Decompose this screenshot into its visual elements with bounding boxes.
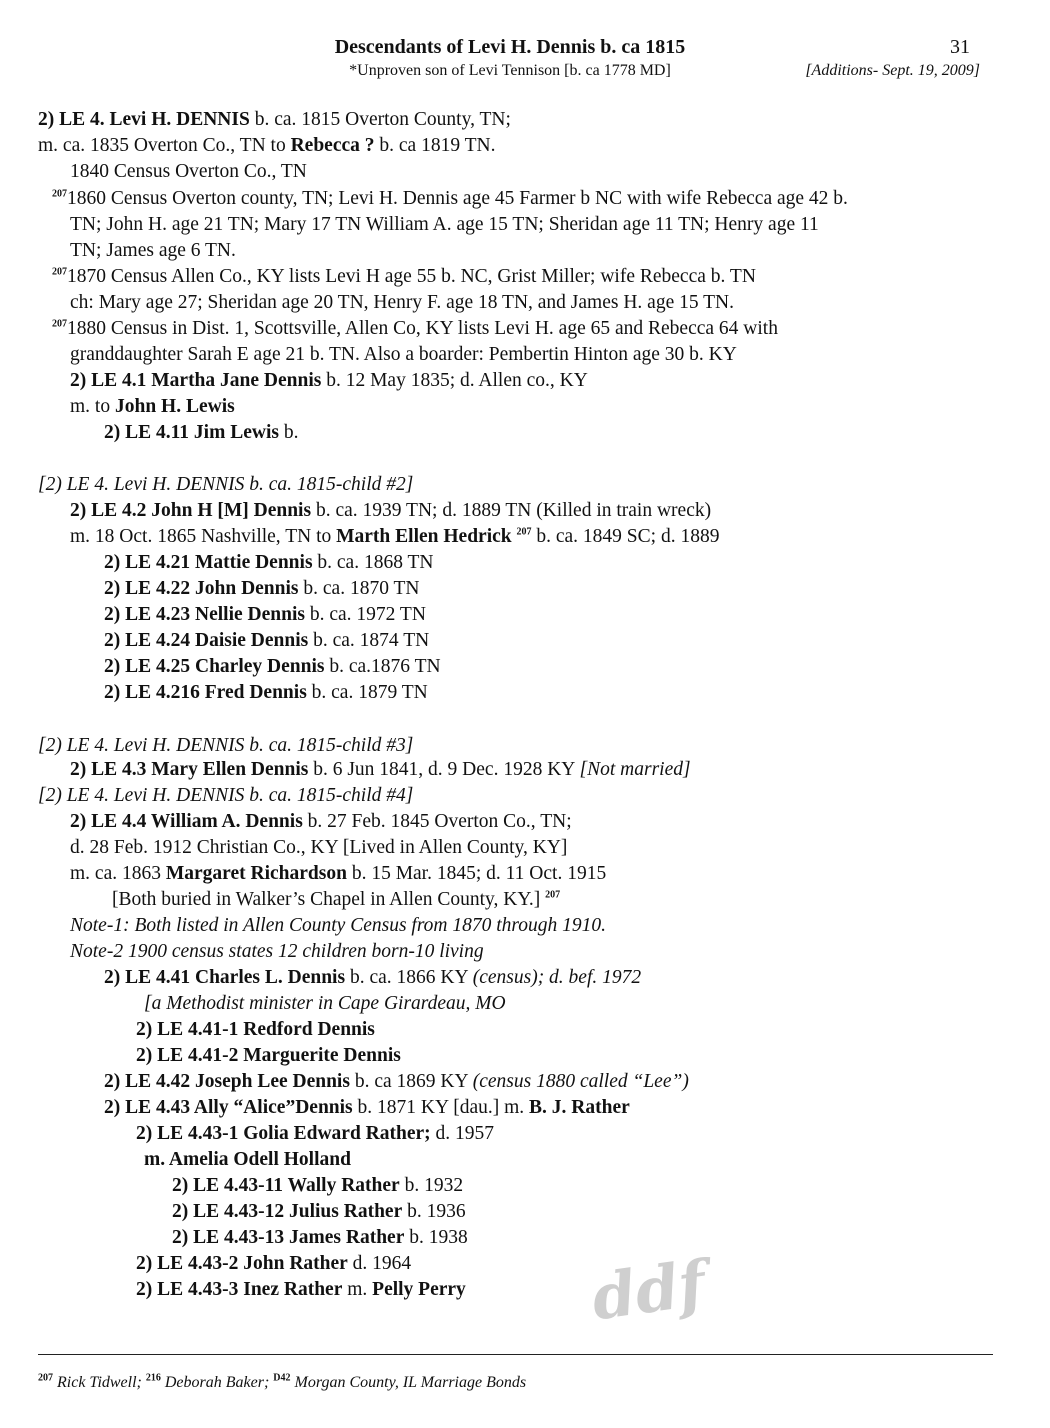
line-fragment: m. to	[70, 396, 115, 417]
line-fragment: 1870 Census Allen Co., KY lists Levi H age 55 b. NC, Grist Miller; wife Rebecca b. TN	[67, 266, 756, 287]
line-fragment: 2) LE 4.41 Charles L. Dennis	[104, 967, 346, 988]
line-fragment: 2) LE 4.43 Ally “Alice”Dennis	[104, 1097, 353, 1118]
line-fragment: b. 1938	[404, 1227, 468, 1248]
line-fragment: 2) LE 4.42 Joseph Lee Dennis	[104, 1071, 350, 1092]
line-fragment: b. 1936	[402, 1201, 466, 1222]
line-fragment: [Not married]	[579, 759, 691, 780]
source-ref: 207	[52, 188, 67, 200]
text-line	[52, 317, 778, 341]
line-fragment: d. 1964	[347, 1253, 412, 1274]
text-line	[104, 681, 428, 705]
line-fragment: 2) LE 4. Levi H. DENNIS	[38, 109, 250, 130]
line-fragment: b. ca.1876 TN	[324, 656, 441, 677]
line-fragment: 2) LE 4.1 Martha Jane Dennis	[70, 370, 322, 391]
footnote-text: Rick Tidwell;	[53, 1374, 146, 1391]
text-line	[104, 1096, 630, 1120]
text-line	[70, 914, 606, 938]
line-fragment: 2) LE 4.43-1 Golia Edward Rather;	[136, 1123, 431, 1144]
text-line	[144, 992, 506, 1016]
line-fragment: 2) LE 4.43-12 Julius Rather	[172, 1201, 403, 1222]
line-fragment: (census); d. bef. 1972	[472, 967, 642, 988]
line-fragment: [a Methodist minister in Cape Girardeau, MO	[144, 993, 506, 1014]
text-line	[104, 966, 641, 990]
line-fragment: b. 1932	[399, 1175, 464, 1196]
text-line	[70, 940, 484, 964]
source-ref: 207	[545, 889, 561, 901]
line-fragment: b. ca. 1849 SC; d. 1889	[531, 526, 720, 547]
line-fragment: 2) LE 4.41-1 Redford Dennis	[136, 1019, 375, 1040]
text-line	[70, 499, 711, 523]
text-line	[70, 758, 691, 782]
line-fragment: b. ca. 1870 TN	[298, 578, 420, 599]
text-line	[70, 862, 606, 886]
line-fragment: 1840 Census Overton Co., TN	[70, 161, 307, 182]
text-line	[70, 525, 719, 549]
line-fragment: granddaughter Sarah E age 21 b. TN. Also a boarder: Pembertin Hinton age 30 b. KY	[70, 344, 737, 365]
line-fragment: b. ca. 1874 TN	[308, 630, 430, 651]
line-fragment: Note-2 1900 census states 12 children born-10 living	[70, 941, 484, 962]
line-fragment: m. ca. 1835 Overton Co., TN to	[38, 135, 291, 156]
footnote-text: Morgan County, IL Marriage Bonds	[290, 1374, 527, 1391]
text-line	[104, 655, 441, 679]
page-title: Descendants of Levi H. Dennis b. ca 1815	[334, 36, 686, 58]
text-line	[112, 888, 560, 912]
line-fragment: m. 18 Oct. 1865 Nashville, TN to	[70, 526, 337, 547]
line-fragment: 2) LE 4.216 Fred Dennis	[104, 682, 307, 703]
line-fragment: B. J. Rather	[529, 1097, 630, 1118]
watermark-initials: ddf	[587, 1246, 710, 1335]
source-ref: 207	[52, 266, 67, 278]
line-fragment: 2) LE 4.3 Mary Ellen Dennis	[70, 759, 309, 780]
line-fragment: 2) LE 4.43-11 Wally Rather	[172, 1175, 400, 1196]
line-fragment: b. ca 1819 TN.	[374, 135, 496, 156]
text-line	[104, 421, 298, 445]
text-line	[136, 1278, 466, 1302]
line-fragment: m.	[342, 1279, 373, 1300]
line-fragment: Marth Ellen Hedrick	[336, 526, 512, 547]
text-line	[104, 551, 433, 575]
text-line	[38, 134, 495, 158]
text-line	[52, 187, 848, 211]
line-fragment: 2) LE 4.22 John Dennis	[104, 578, 299, 599]
line-fragment: Margaret Richardson	[165, 863, 347, 884]
additions-note: [Additions- Sept. 19, 2009]	[805, 62, 980, 79]
line-fragment: 2) LE 4.43-3 Inez Rather	[136, 1279, 343, 1300]
page-subtitle: *Unproven son of Levi Tennison [b. ca 1778 MD]	[349, 62, 671, 79]
text-line	[136, 1252, 411, 1276]
source-ref: 207	[516, 526, 532, 538]
line-fragment: 2) LE 4.41-2 Marguerite Dennis	[136, 1045, 401, 1066]
text-line	[52, 265, 756, 289]
line-fragment: b. ca 1869 KY	[349, 1071, 473, 1092]
text-line	[70, 291, 734, 315]
line-fragment: [2) LE 4. Levi H. DENNIS b. ca. 1815-child #4]	[38, 785, 414, 806]
line-fragment: d. 1957	[430, 1123, 495, 1144]
text-line	[136, 1018, 375, 1042]
line-fragment: m. ca. 1863	[70, 863, 166, 884]
footnote-ref: D42	[273, 1372, 291, 1384]
line-fragment: 2) LE 4.4 William A. Dennis	[70, 811, 303, 832]
line-fragment: John H. Lewis	[114, 396, 235, 417]
line-fragment: b. 1871 KY [dau.] m.	[352, 1097, 530, 1118]
line-fragment: 2) LE 4.23 Nellie Dennis	[104, 604, 305, 625]
text-line	[70, 160, 307, 184]
line-fragment: [2) LE 4. Levi H. DENNIS b. ca. 1815-child #3]	[38, 735, 414, 756]
text-line	[172, 1226, 468, 1250]
line-fragment: 1880 Census in Dist. 1, Scottsville, Allen Co, KY lists Levi H. age 65 and Rebecca 64 with	[67, 318, 778, 339]
text-line	[70, 810, 572, 834]
text-line	[38, 784, 413, 808]
line-fragment: TN; James age 6 TN.	[70, 240, 236, 261]
footnote-ref: 207	[38, 1372, 53, 1384]
line-fragment: 2) LE 4.24 Daisie Dennis	[104, 630, 309, 651]
line-fragment: b. ca. 1879 TN	[306, 682, 428, 703]
footnote-text: Deborah Baker;	[160, 1374, 274, 1391]
line-fragment: 2) LE 4.11 Jim Lewis	[104, 422, 279, 443]
line-fragment: (census 1880 called “Lee”)	[472, 1071, 689, 1092]
line-fragment: 2) LE 4.21 Mattie Dennis	[104, 552, 313, 573]
text-line	[104, 577, 419, 601]
footnote-ref: 216	[145, 1372, 161, 1384]
line-fragment: Note-1: Both listed in Allen County Census from 1870 through 1910.	[70, 915, 607, 936]
line-fragment: [2) LE 4. Levi H. DENNIS b. ca. 1815-child #2]	[38, 474, 414, 495]
line-fragment: b.	[278, 422, 299, 443]
source-ref: 207	[52, 318, 67, 330]
text-line	[70, 395, 235, 419]
text-line	[144, 1148, 351, 1172]
text-line	[172, 1200, 466, 1224]
line-fragment: b. 6 Jun 1841, d. 9 Dec. 1928 KY	[308, 759, 580, 780]
line-fragment: b. ca. 1868 TN	[312, 552, 434, 573]
line-fragment: TN; John H. age 21 TN; Mary 17 TN William A. age 15 TN; Sheridan age 11 TN; Henry age 11	[70, 214, 819, 235]
line-fragment: m. Amelia Odell Holland	[144, 1149, 351, 1170]
text-line	[70, 343, 737, 367]
text-line	[38, 734, 413, 758]
text-line	[104, 629, 429, 653]
line-fragment: ch: Mary age 27; Sheridan age 20 TN, Henry F. age 18 TN, and James H. age 15 TN.	[70, 292, 734, 313]
text-line	[136, 1122, 494, 1146]
line-fragment: b. ca. 1815 Overton County, TN;	[249, 109, 511, 130]
line-fragment: 2) LE 4.2 John H [M] Dennis	[70, 500, 312, 521]
line-fragment: 2) LE 4.43-2 John Rather	[136, 1253, 348, 1274]
line-fragment: b. ca. 1972 TN	[304, 604, 426, 625]
page-number: 31	[950, 36, 970, 58]
text-line	[38, 473, 413, 497]
text-line	[38, 108, 511, 132]
footnotes	[38, 1374, 526, 1392]
line-fragment: Pelly Perry	[372, 1279, 466, 1300]
text-line	[136, 1044, 401, 1068]
line-fragment: 2) LE 4.25 Charley Dennis	[104, 656, 325, 677]
footnote-divider	[38, 1354, 993, 1355]
text-line	[104, 603, 426, 627]
line-fragment: [Both buried in Walker’s Chapel in Allen County, KY.]	[112, 889, 546, 910]
text-line	[70, 369, 588, 393]
line-fragment: b. 12 May 1835; d. Allen co., KY	[321, 370, 588, 391]
line-fragment: d. 28 Feb. 1912 Christian Co., KY [Lived in Allen County, KY]	[70, 837, 568, 858]
line-fragment: b. 15 Mar. 1845; d. 11 Oct. 1915	[346, 863, 607, 884]
text-line	[70, 239, 236, 263]
text-line	[70, 213, 819, 237]
line-fragment: 2) LE 4.43-13 James Rather	[172, 1227, 405, 1248]
line-fragment: b. 27 Feb. 1845 Overton Co., TN;	[302, 811, 572, 832]
text-line	[70, 836, 567, 860]
text-line	[172, 1174, 463, 1198]
line-fragment: 1860 Census Overton county, TN; Levi H. Dennis age 45 Farmer b NC with wife Rebecca age 42 b.	[67, 188, 848, 209]
line-fragment: b. ca. 1939 TN; d. 1889 TN (Killed in train wreck)	[311, 500, 712, 521]
line-fragment: b. ca. 1866 KY	[345, 967, 473, 988]
text-line	[104, 1070, 689, 1094]
line-fragment: Rebecca ?	[290, 135, 375, 156]
